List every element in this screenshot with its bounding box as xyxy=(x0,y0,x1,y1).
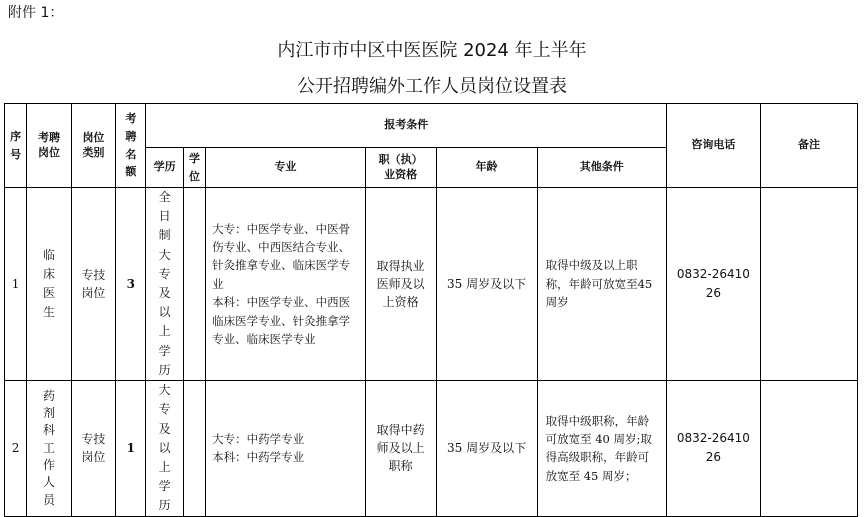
cell-post: 药剂科工作人员 xyxy=(27,380,71,516)
major-junior-college: 大专：中医学专业、中医骨伤专业、中西医结合专业、针灸推拿专业、临床医学专业 xyxy=(212,221,351,291)
header-phone: 咨询电话 xyxy=(666,104,760,188)
cell-other: 取得中级及以上职称，年龄可放宽至45周岁 xyxy=(537,188,666,381)
header-education: 学历 xyxy=(146,148,183,188)
cell-remark xyxy=(760,188,857,381)
header-major: 专业 xyxy=(206,148,366,188)
cell-post: 临床医生 xyxy=(27,188,71,381)
cell-degree xyxy=(183,380,205,516)
header-age: 年龄 xyxy=(436,148,537,188)
cell-category: 专技岗位 xyxy=(71,380,115,516)
header-remark: 备注 xyxy=(760,104,857,188)
header-conditions: 报考条件 xyxy=(146,104,666,148)
header-quota: 考聘名额 xyxy=(116,104,146,188)
header-category: 岗位类别 xyxy=(71,104,115,188)
cell-seq: 1 xyxy=(5,188,27,381)
table-row xyxy=(5,380,858,516)
major-junior-college: 大专：中药学专业 xyxy=(212,431,305,446)
cell-category: 专技岗位 xyxy=(71,188,115,381)
cell-phone: 0832-2641026 xyxy=(666,380,760,516)
cell-other: 取得中级职称，年龄可放宽至 40 周岁;取得高级职称，年龄可放宽至 45 周岁； xyxy=(537,380,666,516)
attachment-label: 附件 1： xyxy=(8,5,64,21)
header-qualification: 职（执）业资格 xyxy=(365,148,436,188)
cell-degree xyxy=(183,188,205,381)
header-seq: 序号 xyxy=(5,104,27,188)
header-post: 考聘岗位 xyxy=(27,104,71,188)
cell-qualification: 取得执业医师及以上资格 xyxy=(365,188,436,381)
cell-age: 35 周岁及以下 xyxy=(436,188,537,381)
position-table xyxy=(4,103,858,517)
major-undergraduate: 本科：中医学专业、中西医临床医学专业、针灸推拿学专业、临床医学专业 xyxy=(212,295,351,346)
cell-quota: 1 xyxy=(116,380,146,516)
cell-education: 大专及以上学历 xyxy=(146,380,183,516)
header-other: 其他条件 xyxy=(537,148,666,188)
cell-age: 35 周岁及以下 xyxy=(436,380,537,516)
cell-qualification: 取得中药师及以上职称 xyxy=(365,380,436,516)
cell-remark xyxy=(760,380,857,516)
cell-education: 全日制大专及以上学历 xyxy=(146,188,183,381)
cell-quota: 3 xyxy=(116,188,146,381)
cell-seq: 2 xyxy=(5,380,27,516)
page-title-line1: 内江市市中区中医医院 2024 年上半年 xyxy=(277,40,587,61)
header-degree: 学位 xyxy=(183,148,205,188)
cell-major xyxy=(206,380,366,516)
table-row xyxy=(5,188,858,381)
cell-phone: 0832-2641026 xyxy=(666,188,760,381)
major-undergraduate: 本科：中药学专业 xyxy=(212,450,305,465)
cell-major xyxy=(206,188,366,381)
page-title-line2: 公开招聘编外工作人员岗位设置表 xyxy=(297,76,567,97)
